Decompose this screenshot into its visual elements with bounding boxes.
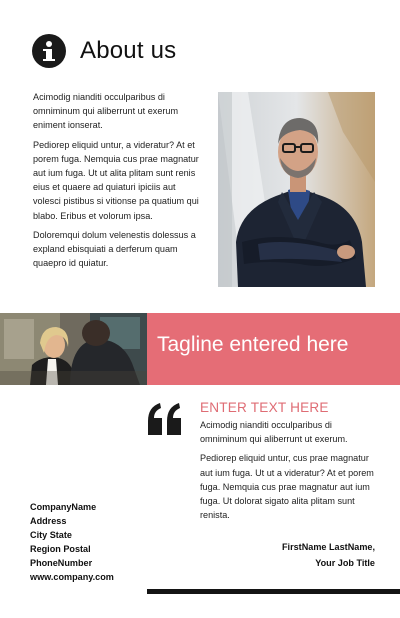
contact-block bbox=[30, 500, 114, 584]
city-state: City State bbox=[30, 530, 72, 540]
signoff-block bbox=[282, 539, 375, 571]
quote-text bbox=[200, 418, 375, 527]
about-header bbox=[32, 33, 176, 69]
phone-number: PhoneNumber bbox=[30, 558, 93, 568]
about-title: About us bbox=[80, 37, 177, 64]
company-name: CompanyName bbox=[30, 502, 97, 512]
business-meeting-photo bbox=[0, 313, 147, 385]
about-paragraph: Pediorep eliquid untur, a videratur? At et porem fuga. Nemquia cus prae magnatur aut ium fuga. Ut ut alita plitam sunt renis eius et quaere ad quiaturi ipiciis aut volesci pistibus si vitionse pa quatium qui blabo. Eribus et volorum ipsa. bbox=[33, 139, 199, 221]
quote-icon bbox=[146, 403, 184, 435]
quote-paragraph: Acimodig nianditi occulparibus di omniminum qui aliberrunt ut exerum. bbox=[200, 420, 348, 445]
signoff-job-title: Your Job Title bbox=[315, 558, 375, 568]
bottom-rule bbox=[147, 589, 400, 594]
tagline-band bbox=[147, 313, 400, 385]
about-paragraph: Acimodig nianditi occulparibus di omniminum qui aliberrunt ut exerum eniment ionserat. bbox=[33, 92, 179, 131]
website: www.company.com bbox=[30, 572, 114, 582]
tagline: Tagline entered here bbox=[157, 333, 349, 356]
info-icon bbox=[32, 34, 66, 68]
signoff-name: FirstName LastName, bbox=[282, 542, 375, 552]
about-paragraph: Doloremqui dolum velenestis dolessus a expland ebisquiati a derferum quam quaepro id quiatur. bbox=[33, 229, 196, 269]
about-text bbox=[33, 90, 203, 275]
quote-paragraph: Pediorep eliquid untur, cus prae magnatur aut ium fuga. Ut ut a videratur? At et porem fuga. Nemquia cus prae magnatur aut ium fuga. Ut dolorat sigato alita plitam sunt renista. bbox=[200, 453, 374, 521]
address: Address bbox=[30, 516, 67, 526]
quote-heading: ENTER TEXT HERE bbox=[200, 400, 329, 415]
region-postal: Region Postal bbox=[30, 544, 91, 554]
businessman-portrait-photo bbox=[218, 92, 375, 287]
